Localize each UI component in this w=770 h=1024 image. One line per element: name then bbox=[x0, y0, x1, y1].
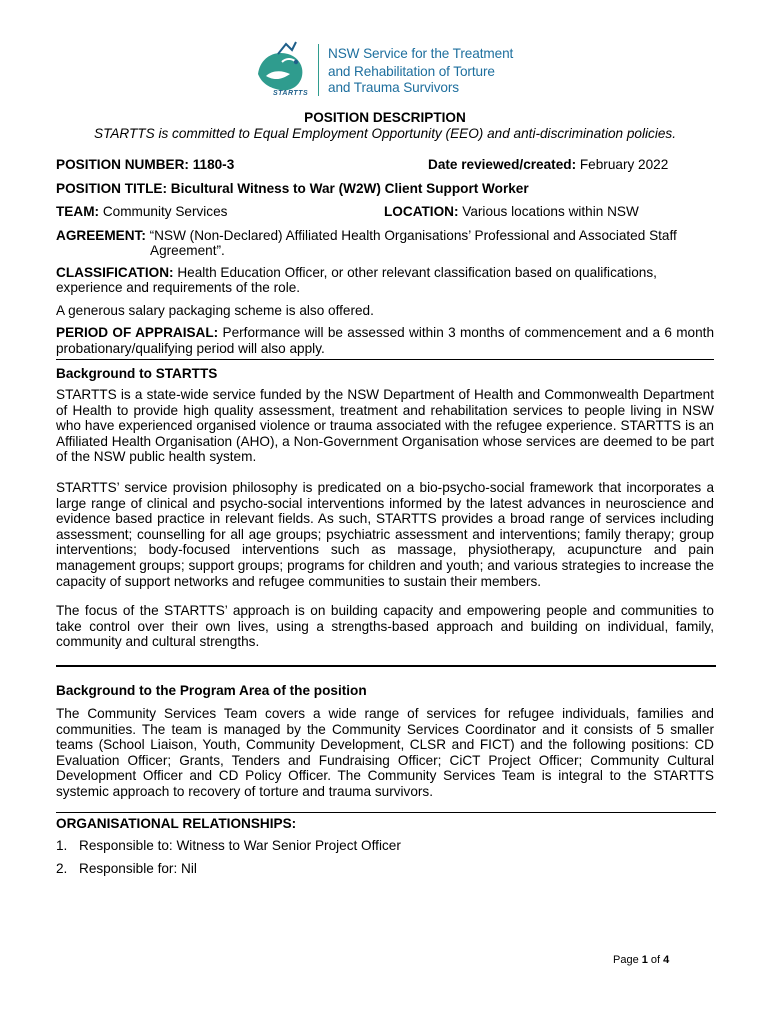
classification bbox=[56, 265, 657, 280]
position-number: POSITION NUMBER: 1180-3 bbox=[56, 157, 235, 172]
agreement-value-line-1: “NSW (Non-Declared) Affiliated Health Organisations’ Professional and Associated Staff bbox=[145, 228, 677, 243]
classification-value-line-1: Health Education Officer, or other relevant classification based on qualifications, bbox=[173, 265, 657, 280]
background-paragraph-3: The focus of the STARTTS’ approach is on building capacity and empowering people and communities to take control over their own lives, using a strengths-based approach and building on individual, family, community and cultural strengths. bbox=[56, 603, 714, 650]
agreement-value-line-2: Agreement”. bbox=[150, 243, 225, 258]
appraisal-value: Performance will be assessed within 3 months of commencement and a 6 month probationary/qualifying period will also apply. bbox=[56, 325, 715, 356]
date-reviewed bbox=[428, 157, 668, 172]
logo-caption: STARTTS bbox=[273, 90, 309, 97]
org-name-line-2: and Rehabilitation of Torture bbox=[328, 64, 495, 79]
relationships-heading: ORGANISATIONAL RELATIONSHIPS: bbox=[56, 816, 297, 831]
program-paragraph: The Community Services Team covers a wide range of services for refugee individuals, families and communities. The team is managed by the Community Services Coordinator and it consists of 5 smaller teams (School Liaison, Youth, Community Development, CLSR and FICT) and the following positions: CD Evaluation Officer; Grants, Tenders and Fundraising Officer; CiCT Project Officer; Community Cultural Development Officer and CD Policy Officer. The Community Services Team is integral to the STARTTS systemic approach to recovery of torture and trauma survivors. bbox=[56, 706, 714, 799]
document-title: POSITION DESCRIPTION bbox=[304, 110, 466, 125]
eeo-statement: STARTTS is committed to Equal Employment Opportunity (EEO) and anti-discrimination policies. bbox=[94, 126, 676, 141]
list-number: 2. bbox=[56, 861, 68, 876]
team-value: Community Services bbox=[99, 204, 228, 219]
logo-divider bbox=[318, 44, 319, 96]
agreement-label: AGREEMENT: bbox=[56, 228, 146, 243]
section-divider-thick bbox=[56, 665, 716, 667]
list-item-text: Responsible to: Witness to War Senior Project Officer bbox=[79, 838, 401, 853]
classification-label: CLASSIFICATION: bbox=[56, 265, 174, 280]
background-paragraph-1: STARTTS is a state-wide service funded by the NSW Department of Health and Commonwealth Department of Health to provide high quality assessment, treatment and rehabilitation services to people living in NSW who have experienced organised violence or trauma associated with the refugee experience. STARTTS is an Affiliated Health Organisation (AHO), a Non-Government Organisation whose services are deemed to be part of the NSW public health system. bbox=[56, 387, 714, 465]
page-total: 4 bbox=[663, 954, 670, 966]
period-of-appraisal bbox=[56, 325, 714, 356]
page-number bbox=[613, 954, 669, 966]
position-title: POSITION TITLE: Bicultural Witness to War (W2W) Client Support Worker bbox=[56, 181, 529, 196]
location bbox=[384, 204, 639, 219]
page-current: 1 bbox=[641, 954, 648, 966]
background-heading: Background to STARTTS bbox=[56, 366, 218, 381]
date-value: February 2022 bbox=[576, 157, 669, 172]
list-item bbox=[56, 861, 67, 876]
appraisal-label: PERIOD OF APPRAISAL: bbox=[56, 325, 219, 340]
section-divider bbox=[56, 359, 714, 360]
org-name-line-3: and Trauma Survivors bbox=[328, 80, 459, 95]
agreement bbox=[56, 228, 677, 243]
team-label: TEAM: bbox=[56, 204, 100, 219]
background-paragraph-2: STARTTS’ service provision philosophy is predicated on a bio-psycho-social framework that incorporates a large range of clinical and psycho-social interventions informed by the latest advances in neuroscience and evidence based practice in relevant fields. As such, STARTTS provides a broad range of services including assessment; counselling for all age groups; psychiatric assessment and interventions; family therapy; group interventions; body-focused interventions such as massage, physiotherapy, acupuncture and pain management groups; support groups; programs for children and youth; and various strategies to increase the capacity of support networks and refugee communities to sustain their members. bbox=[56, 480, 714, 589]
team bbox=[56, 204, 227, 219]
salary-note: A generous salary packaging scheme is also offered. bbox=[56, 303, 374, 318]
section-divider-2 bbox=[56, 812, 716, 813]
list-item bbox=[56, 838, 67, 853]
classification-value-line-2: experience and requirements of the role. bbox=[56, 280, 301, 295]
date-label: Date reviewed/created: bbox=[428, 157, 577, 172]
location-value: Various locations within NSW bbox=[458, 204, 639, 219]
location-label: LOCATION: bbox=[384, 204, 459, 219]
program-heading: Background to the Program Area of the position bbox=[56, 683, 367, 698]
org-name-line-1: NSW Service for the Treatment bbox=[328, 46, 514, 61]
list-item-text: Responsible for: Nil bbox=[79, 861, 197, 876]
page-prefix: Page bbox=[613, 954, 642, 966]
page-mid: of bbox=[647, 954, 664, 966]
list-number: 1. bbox=[56, 838, 68, 853]
